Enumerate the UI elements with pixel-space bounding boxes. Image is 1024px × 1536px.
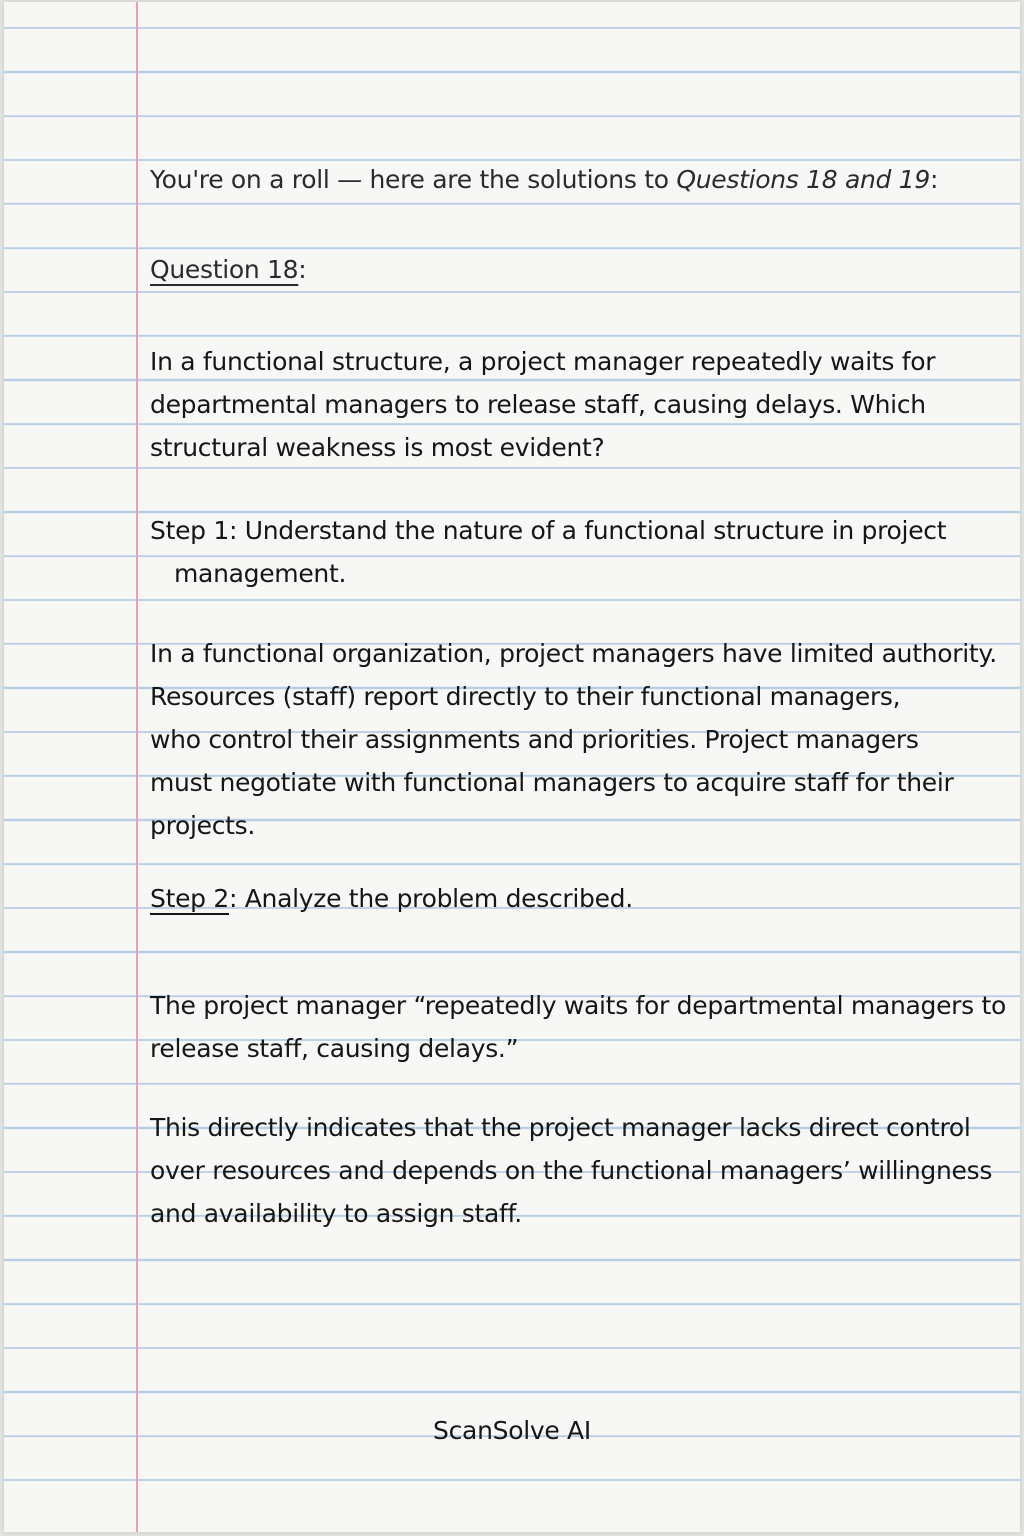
paragraph-line: over resources and depends on the functional managers’ willingness — [150, 1156, 993, 1185]
paragraph-line: In a functional organization, project managers have limited authority. — [150, 639, 997, 668]
question-line: In a functional structure, a project manager repeatedly waits for — [150, 347, 936, 376]
paragraph-line: and availability to assign staff. — [150, 1199, 522, 1228]
step2-label: Step 2 — [150, 884, 229, 913]
step2-text: : Analyze the problem described. — [228, 884, 633, 913]
intro-colon: : — [929, 165, 939, 194]
quote-paragraph — [150, 984, 1006, 1070]
question-line: departmental managers to release staff, causing delays. Which — [150, 390, 926, 419]
step2-heading — [150, 884, 633, 913]
footer-brand: ScanSolve AI — [433, 1416, 591, 1445]
paragraph-conclusion — [150, 1106, 992, 1235]
question-line: structural weakness is most evident? — [150, 433, 605, 462]
step1-heading — [150, 509, 946, 595]
question-label: Question 18 — [150, 255, 299, 284]
paragraph-line: Resources (staff) report directly to their functional managers, — [150, 682, 901, 711]
intro-emphasis: Questions 18 and 19 — [676, 165, 930, 194]
paragraph-line: who control their assignments and priorities. Project managers — [150, 725, 919, 754]
paragraph-line: projects. — [150, 811, 256, 840]
intro-line — [150, 165, 938, 194]
question-text — [150, 340, 935, 469]
notebook-page — [4, 2, 1020, 1532]
margin-line — [136, 2, 138, 1532]
quote-line: release staff, causing delays.” — [150, 1034, 519, 1063]
intro-text: You're on a roll — here are the solutions to — [150, 165, 677, 194]
paragraph-functional-organization — [150, 632, 997, 847]
quote-line: The project manager “repeatedly waits for departmental managers to — [150, 991, 1007, 1020]
question-colon: : — [298, 255, 307, 284]
step1-line: Step 1: Understand the nature of a functional structure in project — [150, 516, 947, 545]
paragraph-line: must negotiate with functional managers to acquire staff for their — [150, 768, 954, 797]
question-heading — [150, 255, 306, 284]
paragraph-line: This directly indicates that the project manager lacks direct control — [150, 1113, 971, 1142]
step1-line: management. — [174, 559, 347, 588]
